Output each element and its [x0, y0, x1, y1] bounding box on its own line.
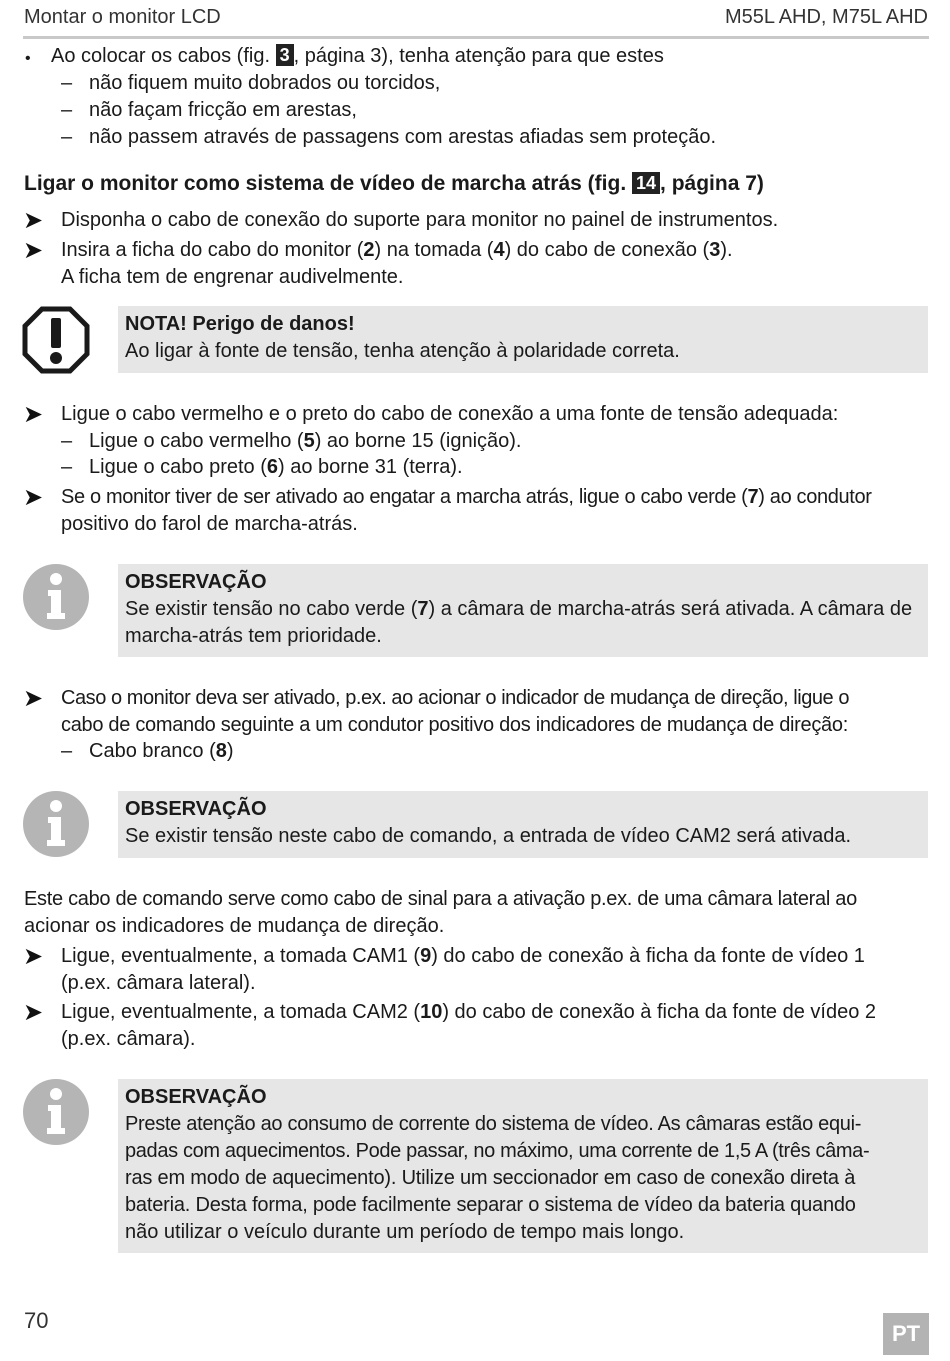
substep-text: Ligue o cabo vermelho (5) ao borne 15 (ignição). — [89, 430, 522, 452]
note-text: Se existir tensão no cabo verde (7) a câmara de marcha-atrás será ativada. A câmara de — [125, 598, 913, 620]
substep-text: Cabo branco (8) — [89, 740, 234, 762]
section-heading — [24, 170, 764, 197]
step-text: Disponha o cabo de conexão do suporte para monitor no painel de instrumentos. — [61, 209, 779, 231]
figure-reference-badge: 3 — [276, 44, 294, 66]
header-divider — [23, 36, 929, 39]
step-text-continuation: positivo do farol de marcha-atrás. — [61, 513, 358, 535]
cables-intro-text — [51, 43, 664, 70]
warning-text: Ao ligar à fonte de tensão, tenha atenção à polaridade correta. — [125, 340, 680, 362]
step-text: Ligue o cabo vermelho e o preto do cabo de conexão a uma fonte de tensão adequada: — [61, 403, 839, 425]
dash-marker: – — [61, 99, 73, 121]
info-icon — [22, 1078, 90, 1146]
cables-intro-pre: Ao colocar os cabos (fig. — [51, 45, 270, 67]
cables-item-3: não passem através de passagens com arestas afiadas sem proteção. — [89, 126, 717, 148]
running-header-title: Montar o monitor LCD — [24, 6, 221, 28]
dash-marker: – — [61, 456, 73, 478]
cables-item-2: não façam fricção em arestas, — [89, 99, 357, 121]
note-title: OBSERVAÇÃO — [125, 798, 267, 820]
dash-marker: – — [61, 740, 73, 762]
note-text: marcha-atrás tem prioridade. — [125, 625, 382, 647]
note-box — [118, 791, 928, 858]
step-text: Ligue, eventualmente, a tomada CAM1 (9) do cabo de conexão à ficha da fonte de vídeo 1 — [61, 945, 865, 967]
warning-octagon-icon — [22, 306, 90, 374]
note-title: OBSERVAÇÃO — [125, 571, 267, 593]
step-text-continuation: (p.ex. câmara lateral). — [61, 972, 256, 994]
step-text: Caso o monitor deva ser ativado, p.ex. ao acionar o indicador de mudança de direção, ligue o — [61, 687, 849, 709]
note-text: bateria. Desta forma, pode facilmente separar o sistema de vídeo da bateria quando — [125, 1194, 856, 1216]
step-arrow-icon: ➤ — [23, 484, 44, 511]
step-arrow-icon: ➤ — [23, 401, 44, 428]
step-text-continuation: (p.ex. câmara). — [61, 1028, 196, 1050]
note-text: Preste atenção ao consumo de corrente do sistema de vídeo. As câmaras estão equi- — [125, 1113, 862, 1135]
step-arrow-icon: ➤ — [23, 943, 44, 970]
step-arrow-icon: ➤ — [23, 207, 44, 234]
section-heading-post: , página 7) — [660, 172, 764, 195]
note-title: OBSERVAÇÃO — [125, 1086, 267, 1108]
cables-intro-post: , página 3), tenha atenção para que estes — [293, 45, 664, 67]
figure-reference-badge: 14 — [632, 172, 660, 194]
dash-marker: – — [61, 126, 73, 148]
note-box — [118, 1079, 928, 1253]
bullet-dot: • — [25, 50, 31, 67]
step-text: Ligue, eventualmente, a tomada CAM2 (10) do cabo de conexão à ficha da fonte de vídeo 2 — [61, 1001, 876, 1023]
dash-marker: – — [61, 72, 73, 94]
note-text: padas com aquecimentos. Pode passar, no máximo, uma corrente de 1,5 A (três câma- — [125, 1140, 870, 1162]
step-arrow-icon: ➤ — [23, 237, 44, 264]
running-header-model: M55L AHD, M75L AHD — [724, 6, 928, 28]
warning-title: NOTA! Perigo de danos! — [125, 313, 355, 335]
note-text: Se existir tensão neste cabo de comando, a entrada de vídeo CAM2 será ativada. — [125, 825, 851, 847]
info-icon — [22, 790, 90, 858]
note-text: ras em modo de aquecimento). Utilize um seccionador em caso de conexão direta à — [125, 1167, 856, 1189]
step-text: Se o monitor tiver de ser ativado ao engatar a marcha atrás, ligue o cabo verde (7) ao condutor — [61, 486, 872, 508]
step-text-continuation: cabo de comando seguinte a um condutor positivo dos indicadores de mudança de direção: — [61, 714, 848, 736]
section-heading-pre: Ligar o monitor como sistema de vídeo de marcha atrás (fig. — [24, 172, 627, 195]
page-number: 70 — [24, 1308, 49, 1333]
substep-text: Ligue o cabo preto (6) ao borne 31 (terra). — [89, 456, 463, 478]
dash-marker: – — [61, 430, 73, 452]
step-text: Insira a ficha do cabo do monitor (2) na tomada (4) do cabo de conexão (3). — [61, 239, 733, 261]
note-box — [118, 564, 928, 657]
step-text-continuation: A ficha tem de engrenar audivelmente. — [61, 266, 404, 288]
body-paragraph-line: acionar os indicadores de mudança de direção. — [24, 915, 445, 937]
language-badge: PT — [883, 1313, 929, 1355]
warning-box — [118, 306, 928, 373]
cables-item-1: não fiquem muito dobrados ou torcidos, — [89, 72, 441, 94]
note-text: não utilizar o veículo durante um período de tempo mais longo. — [125, 1221, 685, 1243]
body-paragraph-line: Este cabo de comando serve como cabo de sinal para a ativação p.ex. de uma câmara lateral ao — [24, 888, 857, 910]
step-arrow-icon: ➤ — [23, 999, 44, 1026]
step-arrow-icon: ➤ — [23, 685, 44, 712]
info-icon — [22, 563, 90, 631]
